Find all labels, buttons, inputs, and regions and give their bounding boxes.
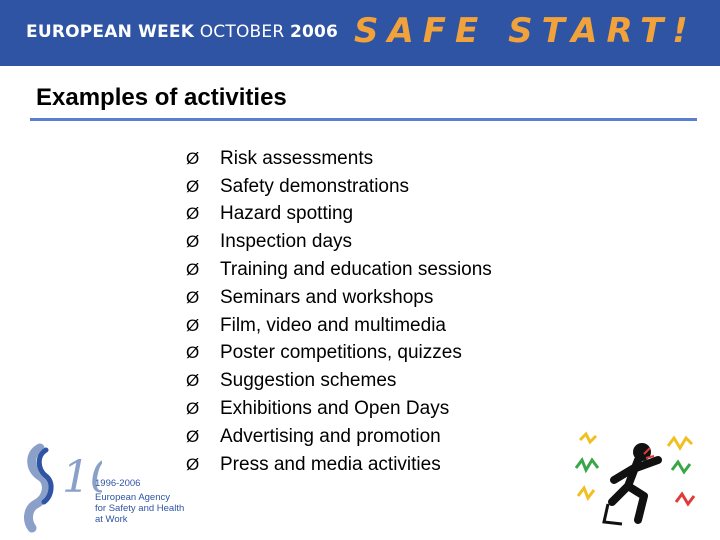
agency-10-years-icon [22, 440, 102, 535]
list-item-label: Risk assessments [220, 147, 374, 169]
arrow-bullet-icon: Ø [186, 426, 200, 446]
arrow-bullet-icon: Ø [186, 371, 200, 391]
arrow-bullet-icon: Ø [186, 204, 200, 224]
event-title-month: OCTOBER [199, 22, 285, 42]
list-item-label: Inspection days [220, 231, 353, 253]
list-item [186, 256, 492, 284]
list-item-label: Training and education sessions [220, 259, 492, 281]
list-item-label: Seminars and workshops [220, 286, 434, 308]
list-item [186, 173, 492, 201]
list-item [186, 423, 492, 451]
list-item [186, 395, 492, 423]
list-item [186, 145, 492, 173]
list-item-label: Suggestion schemes [220, 370, 397, 392]
list-item-label: Film, video and multimedia [220, 314, 446, 336]
safe-start-mascot-icon [568, 430, 708, 535]
list-item [186, 367, 492, 395]
slide-title: Examples of activities [36, 84, 287, 111]
list-item-label: Poster competitions, quizzes [220, 342, 462, 364]
arrow-bullet-icon: Ø [186, 399, 200, 419]
list-item-label: Advertising and promotion [220, 425, 441, 447]
list-item-label: Safety demonstrations [220, 175, 410, 197]
arrow-bullet-icon: Ø [186, 232, 200, 252]
list-item-label: Exhibitions and Open Days [220, 398, 450, 420]
agency-logo [22, 440, 185, 535]
logo-line-1: European Agency [95, 492, 171, 503]
title-underline [30, 118, 697, 121]
event-title-bold: EUROPEAN WEEK [26, 22, 195, 42]
list-item-label: Hazard spotting [220, 203, 354, 225]
logo-line-2: for Safety and Health [95, 503, 185, 514]
arrow-bullet-icon: Ø [186, 454, 200, 474]
logo-line-3: at Work [95, 514, 128, 525]
list-item [186, 340, 492, 368]
list-item [186, 228, 492, 256]
list-item [186, 201, 492, 229]
arrow-bullet-icon: Ø [186, 260, 200, 280]
arrow-bullet-icon: Ø [186, 148, 200, 168]
logo-years: 1996-2006 [95, 478, 141, 489]
svg-text:10: 1 [62, 452, 90, 503]
campaign-name: SAFE START! [354, 11, 697, 51]
list-item [186, 312, 492, 340]
arrow-bullet-icon: Ø [186, 287, 200, 307]
arrow-bullet-icon: Ø [186, 176, 200, 196]
header-banner [0, 0, 720, 66]
event-title-year: 2006 [289, 22, 339, 42]
event-title [26, 22, 338, 42]
list-item-label: Press and media activities [220, 453, 441, 475]
arrow-bullet-icon: Ø [186, 315, 200, 335]
list-item [186, 284, 492, 312]
activities-list [186, 145, 492, 479]
arrow-bullet-icon: Ø [186, 343, 200, 363]
list-item [186, 451, 492, 479]
